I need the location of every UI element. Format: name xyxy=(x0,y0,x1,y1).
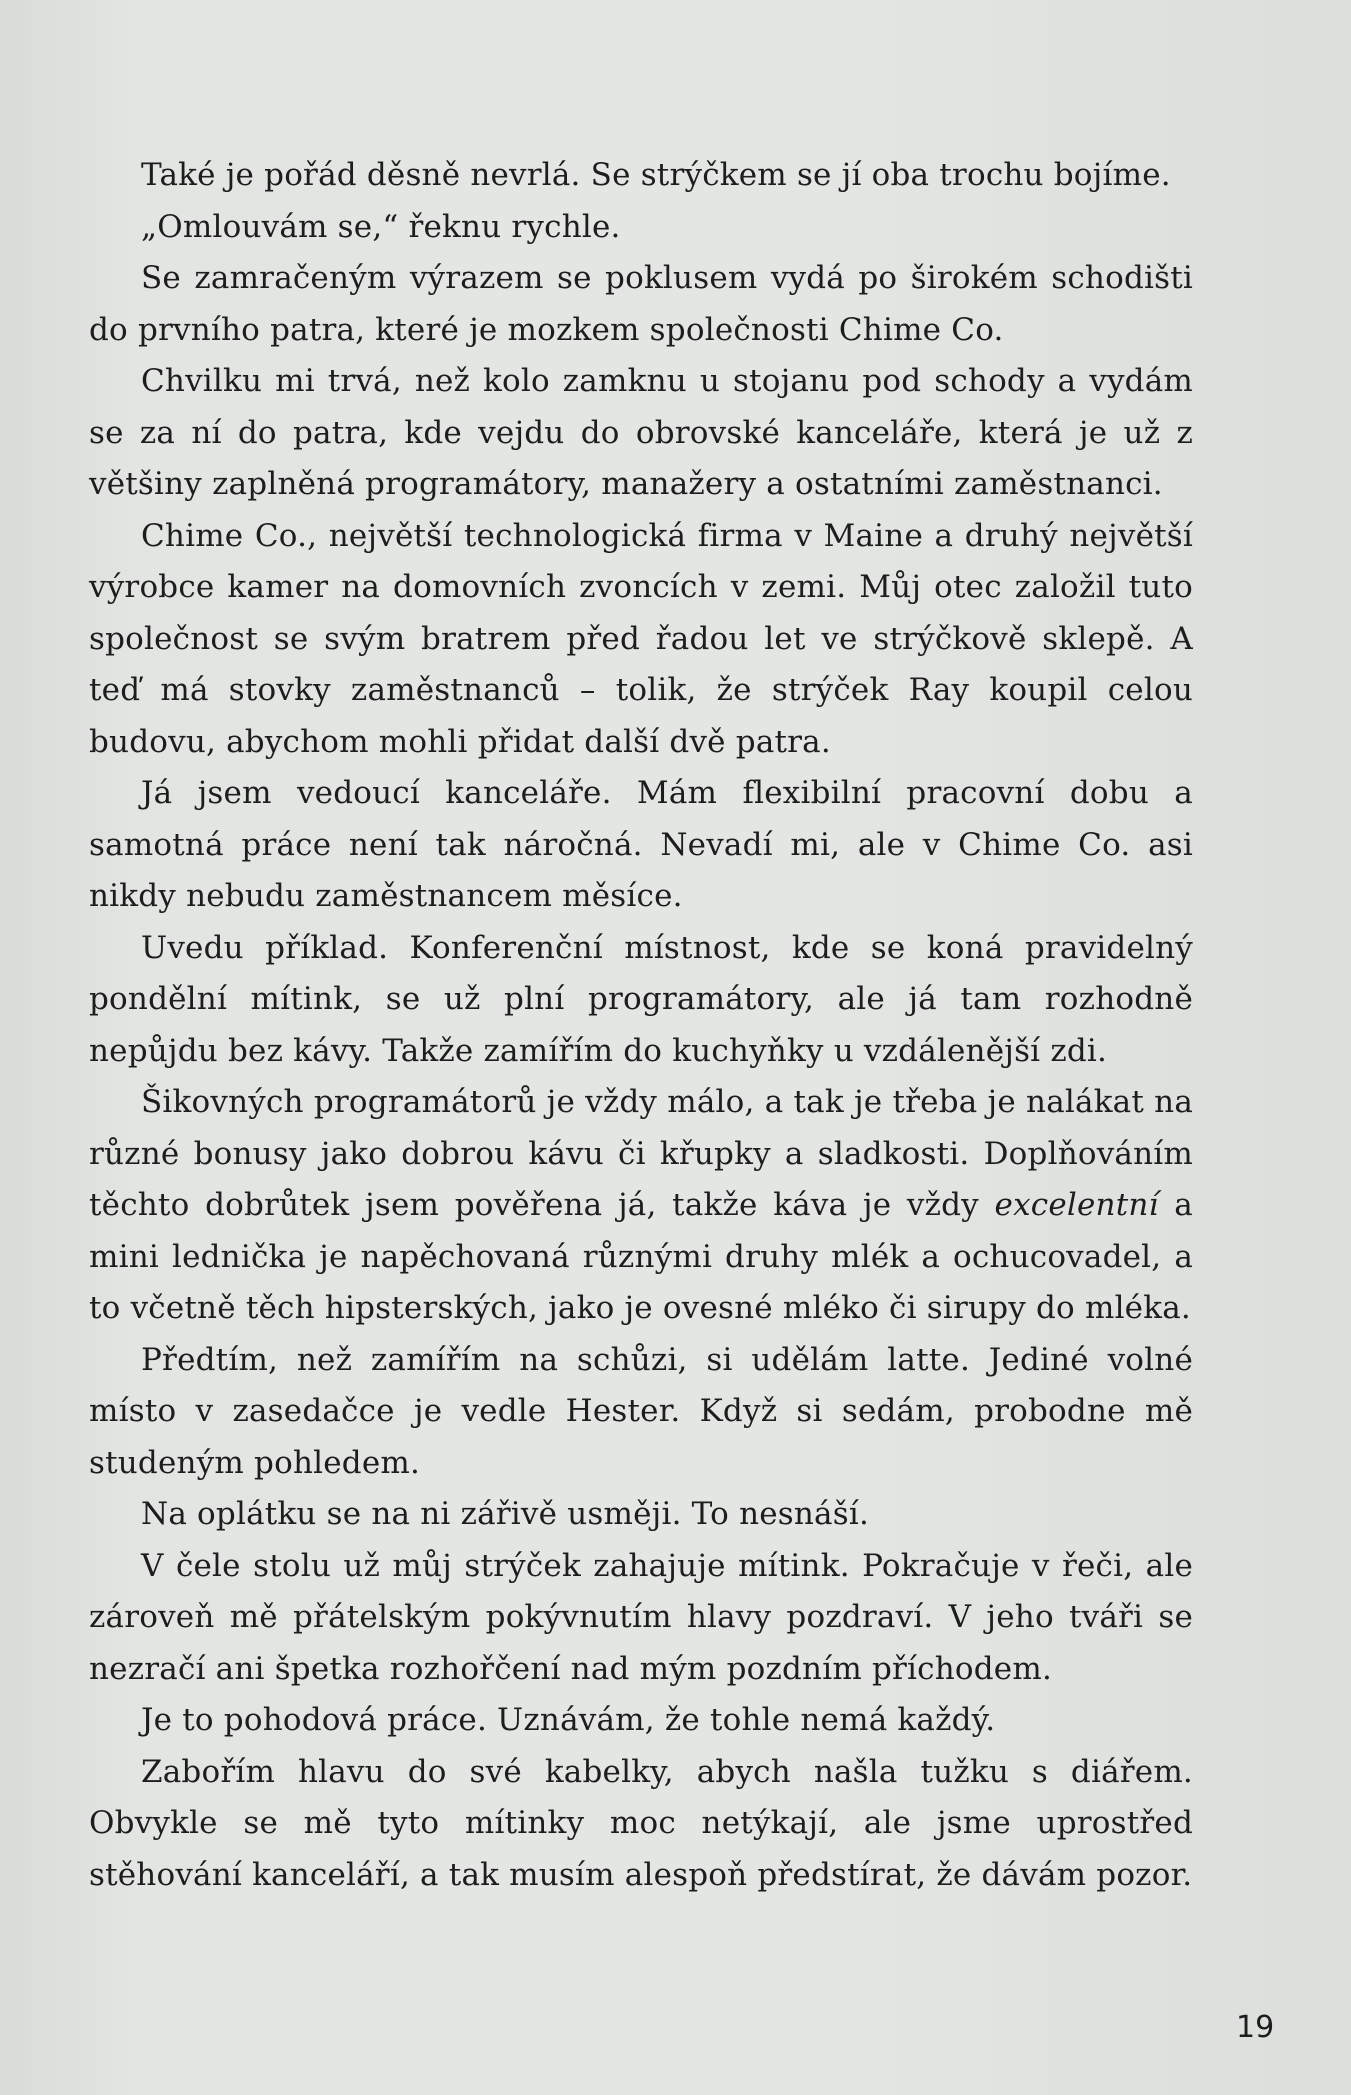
paragraph: Také je pořád děsně nevrlá. Se strýčkem se jí oba trochu bojíme. xyxy=(141,157,1171,193)
paragraph: V čele stolu už můj strýček zahajuje mítink. Pokračuje v řeči, ale zároveň mě přátelským pokývnutím hlavy pozdraví. V jeho tváři se nezračí ani špetka rozhořčení nad mým pozdním příchodem. xyxy=(89,1547,1193,1687)
paragraph-part: Šikovných programátorů je vždy málo, a tak je třeba je nalákat na různé bonusy jako dobrou kávu či křupky a sladkosti. Doplňováním těchto dobrůtek jsem pověřena já, takže káva je vždy xyxy=(89,1084,1193,1223)
body-text xyxy=(89,150,1193,1901)
paragraph-part: a mini lednička je napěchovaná různými druhy mlék a ochucovadel, a to včetně těch hipsterských, jako je ovesné mléko či sirupy do mléka. xyxy=(89,1187,1193,1326)
paragraph: Chvilku mi trvá, než kolo zamknu u stojanu pod schody a vydám se za ní do patra, kde vejdu do obrovské kanceláře, která je už z většiny zaplněná programátory, manažery a ostatními zaměstnanci. xyxy=(89,363,1193,502)
paragraph: Je to pohodová práce. Uznávám, že tohle nemá každý. xyxy=(141,1702,996,1738)
italic-word: excelentní xyxy=(994,1187,1159,1223)
page-number: 19 xyxy=(1236,2010,1275,2045)
paragraph: Já jsem vedoucí kanceláře. Mám flexibilní pracovní dobu a samotná práce není tak náročná. Nevadí mi, ale v Chime Co. asi nikdy nebudu zaměstnancem měsíce. xyxy=(89,775,1193,914)
paragraph: Se zamračeným výrazem se poklusem vydá po širokém schodišti do prvního patra, které je mozkem společnosti Chime Co. xyxy=(89,260,1193,348)
paragraph: Na oplátku se na ni zářivě usměji. To nesnáší. xyxy=(141,1496,870,1532)
paragraph: „Omlouvám se,“ řeknu rychle. xyxy=(141,208,621,245)
paragraph: Předtím, než zamířím na schůzi, si udělám latte. Jediné volné místo v zasedačce je vedle Hester. Když si sedám, probodne mě studeným pohledem. xyxy=(89,1341,1193,1481)
paragraph: Zabořím hlavu do své kabelky, abych našla tužku s diářem. Obvykle se mě tyto mítinky moc netýkají, ale jsme uprostřed stěhování kanceláří, a tak musím alespoň předstírat, že dávám pozor. xyxy=(89,1753,1193,1893)
paragraph: Chime Co., největší technologická firma v Maine a druhý největší výrobce kamer na domovních zvoncích v zemi. Můj otec založil tuto společnost se svým bratrem před řadou let ve strýčkově sklepě. A teď má stovky zaměstnanců – tolik, že strýček Ray koupil celou budovu, abychom mohli přidat další dvě patra. xyxy=(89,517,1193,760)
paragraph xyxy=(89,1077,1193,1335)
paragraph: Uvedu příklad. Konferenční místnost, kde se koná pravidelný pondělní mítink, se už plní programátory, ale já tam rozhodně nepůjdu bez kávy. Takže zamířím do kuchyňky u vzdálenější zdi. xyxy=(89,929,1193,1069)
